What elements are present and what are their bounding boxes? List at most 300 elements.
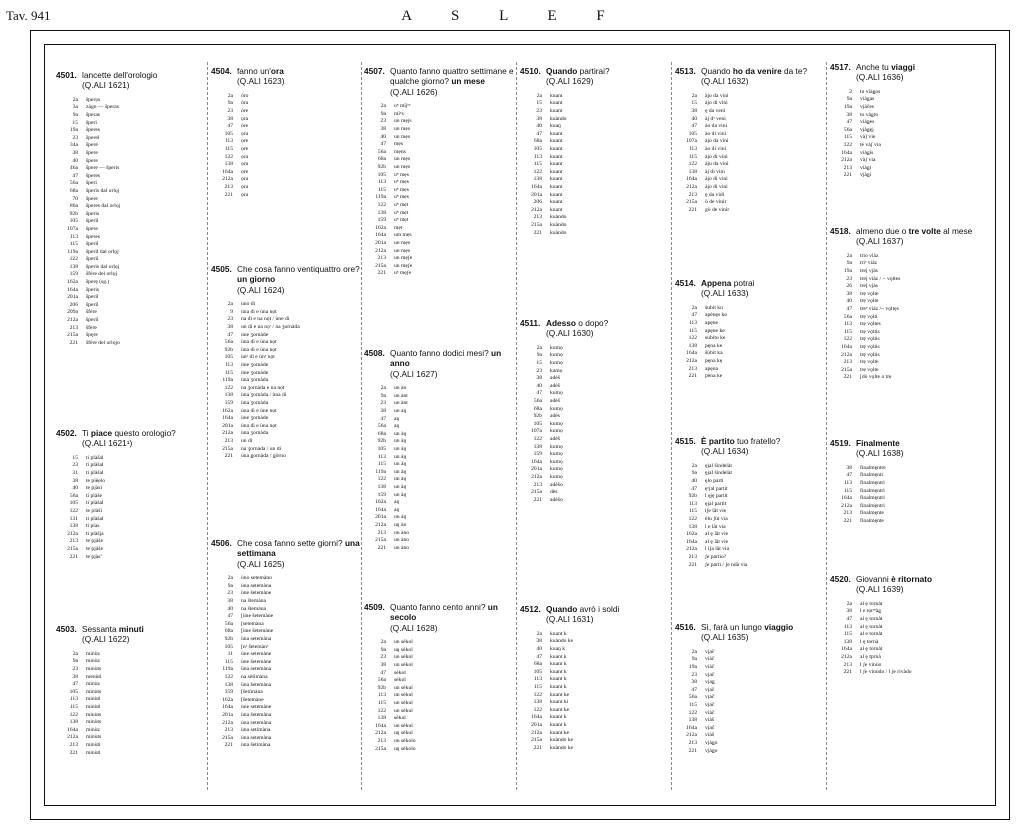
plate-number: Tav. 941 <box>6 8 51 23</box>
survey-point: 201a <box>222 422 233 429</box>
survey-point: 68a <box>533 661 542 668</box>
dialect-form: [nᵃ šetemànᵃ <box>241 643 269 650</box>
survey-point: 105 <box>533 420 542 427</box>
dialect-form: kuant ke <box>550 706 570 713</box>
dialect-form: un àŋ <box>394 430 407 437</box>
response-row <box>364 715 514 723</box>
dialect-form: finalmę̀ntri <box>860 495 885 502</box>
question-text: lancette dell'orologio <box>82 70 158 80</box>
survey-point: 38 <box>846 608 852 615</box>
survey-point: 2a <box>846 600 852 607</box>
dialect-form: un sèkolo <box>394 737 416 744</box>
dialect-form: šperi <box>86 119 97 126</box>
entry-question <box>830 438 980 459</box>
survey-point: 213 <box>69 324 78 331</box>
dialect-form: un mẹ̀s <box>394 163 411 170</box>
response-row <box>520 176 670 184</box>
entry-number: 4515. <box>675 436 696 446</box>
response-row <box>56 727 206 735</box>
dialect-form: ę̀jal partìt <box>705 500 727 507</box>
survey-point: 47 <box>691 123 697 130</box>
response-row <box>211 123 361 131</box>
survey-point: 138 <box>69 719 78 726</box>
response-row <box>830 654 980 662</box>
entry-question <box>56 70 206 91</box>
survey-point: 213 <box>688 191 697 198</box>
survey-point: 201a <box>375 239 386 246</box>
survey-point: 113 <box>224 361 233 368</box>
response-row <box>211 408 361 416</box>
response-row <box>830 662 980 670</box>
response-row <box>364 639 514 647</box>
survey-point: 38 <box>691 679 697 686</box>
dialect-form: te pjàše <box>86 545 103 552</box>
response-row <box>56 325 206 333</box>
survey-point: 56a <box>688 694 697 701</box>
response-row <box>675 207 825 215</box>
dialect-form: na ʒornàda / un di <box>241 445 282 452</box>
response-row <box>56 696 206 704</box>
survey-point: 56a <box>69 492 78 499</box>
response-row <box>211 184 361 192</box>
dialect-form: kuant <box>550 145 563 152</box>
response-row <box>211 704 361 712</box>
survey-point: 212a <box>841 653 852 660</box>
response-row <box>675 740 825 748</box>
dialect-form: ùna ʒornàda / ùna di <box>241 392 287 399</box>
response-list <box>675 305 825 381</box>
response-row <box>211 100 361 108</box>
dialect-form: minùts <box>86 719 102 726</box>
question-reference: (Q.ALI 1631) <box>546 614 594 625</box>
survey-point: 115 <box>843 328 852 335</box>
dialect-form: minùti <box>86 741 101 748</box>
survey-point: 38 <box>72 149 78 156</box>
survey-point: 9a <box>846 96 852 103</box>
response-row <box>520 199 670 207</box>
response-row <box>211 628 361 636</box>
survey-point: 47 <box>380 669 386 676</box>
entry-number: 4512. <box>520 604 541 614</box>
survey-point: 3a <box>72 104 78 111</box>
dialect-form: un àŋ <box>394 468 407 475</box>
survey-point: 201a <box>67 294 78 301</box>
dialect-form: àjo da vinì <box>705 138 729 145</box>
survey-point: 221 <box>843 669 852 676</box>
dialect-form: ùno dì <box>241 301 256 308</box>
survey-point: 113 <box>224 138 233 145</box>
survey-point: 115 <box>533 161 542 168</box>
dialect-form: kumọ̀ <box>550 428 563 435</box>
entry-number: 4511. <box>520 318 541 328</box>
dialect-form: ùna šetemàna <box>241 711 272 718</box>
dialect-form: un dì e na nọ̀ᵗ / na ʒornàda <box>241 324 300 330</box>
response-row <box>675 702 825 710</box>
response-row <box>211 415 361 423</box>
entry-number: 4516. <box>675 622 696 632</box>
survey-point: 213 <box>224 727 233 734</box>
dialect-form: ti plàšal <box>86 470 104 476</box>
dialect-form: na sètimàna <box>241 673 268 680</box>
dialect-form: ùna setemàna <box>241 582 272 589</box>
survey-point: 213 <box>69 538 78 545</box>
survey-point: 2a <box>380 103 386 110</box>
survey-point: 221 <box>224 453 233 460</box>
response-row <box>211 644 361 652</box>
response-row <box>56 203 206 211</box>
survey-point: 47 <box>227 331 233 338</box>
dialect-form: ùna dì e ùna nọt <box>241 346 277 353</box>
response-row <box>211 621 361 629</box>
response-list <box>56 97 206 348</box>
survey-point: 201a <box>222 711 233 718</box>
survey-point: 115 <box>688 508 697 515</box>
dialect-form: špere <box>86 149 98 156</box>
response-row <box>364 225 514 233</box>
question-text: Anche tu viaggi <box>856 62 916 72</box>
dialect-form: te piè̯elo <box>86 477 106 484</box>
dialect-form: [ùne šetemàne <box>241 613 274 620</box>
dialect-form: te pjàsⁱ <box>86 553 102 560</box>
dialect-form: ùne ʒornàde <box>241 361 269 368</box>
response-list <box>675 649 825 755</box>
response-row <box>56 97 206 105</box>
dialect-form: šperes dal orlọ̀j <box>86 203 121 210</box>
response-row <box>520 699 670 707</box>
response-row <box>830 510 980 518</box>
dialect-form: kuant <box>550 153 563 160</box>
response-row <box>56 750 206 758</box>
response-row <box>520 123 670 131</box>
survey-point: 105 <box>224 130 233 137</box>
response-row <box>675 649 825 657</box>
survey-point: 115 <box>224 145 233 152</box>
entry-number: 4519. <box>830 438 851 448</box>
dialect-form: un sèkol <box>394 639 413 646</box>
survey-point: 115 <box>377 461 386 468</box>
column-2 <box>211 54 361 798</box>
survey-point: 212a <box>375 521 386 528</box>
dialect-form: finalmę̀ntri <box>860 480 885 486</box>
question-text: È partito tuo fratello? <box>701 436 781 446</box>
response-row <box>364 723 514 731</box>
response-row <box>520 730 670 738</box>
dialect-form: l ʃe vinùdo / l ʃe rivàdo <box>860 669 912 676</box>
question-reference: (Q.ALI 1622) <box>82 634 130 645</box>
question-reference: (Q.ALI 1626) <box>390 86 438 97</box>
dialect-form: trẹ vǫlte <box>860 290 879 297</box>
survey-point: 221 <box>69 339 78 346</box>
survey-point: 138 <box>69 263 78 270</box>
response-row <box>211 400 361 408</box>
question-text: Quanto fanno cento anni? un secolo <box>390 602 498 623</box>
response-row <box>364 499 514 507</box>
dialect-form: minùti <box>86 696 101 703</box>
question-reference: (Q.ALI 1639) <box>856 584 904 595</box>
response-row <box>830 321 980 329</box>
response-row <box>211 131 361 139</box>
column-6 <box>830 54 980 798</box>
response-row <box>211 583 361 591</box>
dialect-form: finalmę̀nte <box>860 517 884 524</box>
dialect-form: kuant <box>550 176 563 183</box>
dialect-form: ò de vinìr <box>705 199 727 206</box>
survey-point: 164a <box>531 458 542 465</box>
entry-number: 4503. <box>56 624 77 634</box>
dialect-form: l ę̀ję partìt <box>705 493 728 500</box>
question-reference: (Q.ALI 1632) <box>701 76 749 87</box>
response-row <box>675 470 825 478</box>
dialect-form: kuant <box>550 108 563 114</box>
response-row <box>675 679 825 687</box>
dialect-form: treį vjàs <box>860 283 878 290</box>
survey-point: 212a <box>67 317 78 324</box>
survey-point: 40 <box>536 123 542 130</box>
response-row <box>830 465 980 473</box>
response-row <box>520 93 670 101</box>
dialect-form: àjo di vinì <box>705 183 728 190</box>
dialect-form: šperil <box>86 301 99 308</box>
dialect-form: šperil <box>86 256 99 263</box>
response-row <box>56 196 206 204</box>
response-row <box>211 423 361 431</box>
dialect-form: kumọ̀ <box>550 420 563 427</box>
question-text: Quando partirai? <box>546 66 610 76</box>
response-row <box>211 659 361 667</box>
survey-point: 115 <box>377 186 386 193</box>
response-row <box>211 613 361 621</box>
response-row <box>211 575 361 583</box>
response-row <box>211 606 361 614</box>
dialect-form: un sèkul <box>394 699 413 706</box>
dialect-form: minùz <box>86 658 100 665</box>
response-list <box>830 465 980 526</box>
response-row <box>520 654 670 662</box>
response-row <box>211 370 361 378</box>
survey-point: 40 <box>227 605 233 612</box>
response-row <box>56 651 206 659</box>
dialect-form: vjač <box>705 694 715 701</box>
response-row <box>211 430 361 438</box>
dialect-form: àj di vinì <box>705 168 725 175</box>
dialect-form: šperes <box>86 172 100 179</box>
response-row <box>364 514 514 522</box>
dialect-form: ti plàšja <box>86 530 104 537</box>
response-row <box>675 493 825 501</box>
dialect-form: kuant k <box>550 683 567 690</box>
dialect-form: trio viàz <box>860 252 879 259</box>
dialect-form: adès <box>550 413 560 420</box>
dialect-form: šperas <box>86 112 100 118</box>
survey-point: 19a <box>843 268 852 274</box>
entry-number: 4504. <box>211 66 232 76</box>
survey-point: 38 <box>72 477 78 484</box>
response-row <box>675 184 825 192</box>
survey-point: 122 <box>533 691 542 698</box>
response-row <box>520 116 670 124</box>
dialect-form: ùne ʒornàde <box>241 415 269 422</box>
survey-point: 213 <box>843 661 852 668</box>
response-row <box>211 161 361 169</box>
dialect-form: l e tọrᵐàǥ <box>860 608 882 615</box>
dialect-form: šfère <box>86 324 97 331</box>
dialect-form: l e lât via <box>705 523 726 530</box>
dialect-form: minùts <box>86 688 102 695</box>
column-divider <box>207 62 208 790</box>
survey-point: 122 <box>688 709 697 716</box>
dialect-form: um mẹ̀s <box>394 232 412 239</box>
response-row <box>520 383 670 391</box>
dialect-form: šperel <box>86 134 100 141</box>
response-row <box>830 314 980 322</box>
survey-point: 115 <box>533 683 542 690</box>
response-row <box>675 672 825 680</box>
dialect-form: ọra <box>241 115 249 122</box>
dialect-form: un sèkol <box>394 662 413 668</box>
survey-point: 122 <box>533 706 542 713</box>
response-row <box>675 169 825 177</box>
entry-question <box>520 66 670 87</box>
survey-point: 221 <box>224 742 233 749</box>
survey-point: 213 <box>843 164 852 171</box>
survey-point: 122 <box>224 384 233 391</box>
dialect-form: uŋ sèkol <box>394 646 413 653</box>
survey-point: 162a <box>375 224 386 231</box>
response-row <box>364 522 514 530</box>
response-row <box>520 146 670 154</box>
response-row <box>364 677 514 685</box>
survey-point: 164a <box>222 415 233 422</box>
dialect-form: dès <box>550 489 558 496</box>
dialect-form: kuant <box>550 100 563 107</box>
response-row <box>675 554 825 562</box>
dialect-form: vjač <box>705 686 715 693</box>
dialect-form: kumọ̀ <box>550 458 563 465</box>
response-row <box>56 264 206 272</box>
survey-point: 162a <box>375 499 386 506</box>
dialect-form: uŋ sèkolo <box>394 745 416 752</box>
survey-point: 115 <box>843 631 852 638</box>
survey-point: 213 <box>843 510 852 517</box>
survey-point: 9a <box>691 470 697 477</box>
entry-number: 4510. <box>520 66 541 76</box>
response-row <box>56 455 206 463</box>
response-row <box>675 154 825 162</box>
response-row <box>56 211 206 219</box>
entry <box>520 318 670 504</box>
response-row <box>364 103 514 111</box>
dialect-form: adèš <box>550 435 560 442</box>
response-row <box>675 501 825 509</box>
survey-point: 159 <box>69 271 78 278</box>
survey-point: 23 <box>72 462 78 469</box>
dialect-form: kuant <box>550 92 563 99</box>
dialect-form: un mẹ̀js <box>394 118 412 125</box>
survey-point: 2a <box>72 650 78 657</box>
dialect-form: kuant ke <box>550 729 570 736</box>
response-row <box>830 518 980 526</box>
response-row <box>56 332 206 340</box>
response-row <box>520 631 670 639</box>
survey-point: 23 <box>380 118 386 125</box>
survey-point: 212a <box>686 357 697 364</box>
dialect-form: apęne ke <box>705 327 725 334</box>
response-row <box>364 255 514 263</box>
dialect-form: gò de vinìr <box>705 206 730 213</box>
survey-point: 2a <box>691 304 697 311</box>
response-row <box>520 451 670 459</box>
question-reference: (Q.ALI 1629) <box>546 76 594 87</box>
dialect-form: aŋ <box>394 499 400 506</box>
entry <box>211 66 361 199</box>
response-row <box>364 492 514 500</box>
response-row <box>830 142 980 150</box>
dialect-form: ùna setemàna <box>241 666 272 673</box>
response-row <box>830 374 980 382</box>
entry <box>364 348 514 552</box>
survey-point: 46a <box>69 165 78 172</box>
survey-point: 201a <box>375 514 386 521</box>
dialect-form: pęna ke <box>705 342 723 349</box>
survey-point: 2a <box>536 92 542 99</box>
response-row <box>364 232 514 240</box>
survey-point: 119a <box>375 468 386 475</box>
response-row <box>520 375 670 383</box>
dialect-form: ti plàšal <box>86 462 104 469</box>
dialect-form: [šetemàne <box>241 696 264 703</box>
survey-point: 115 <box>69 241 78 248</box>
dialect-form: šperes <box>86 127 100 134</box>
dialect-form: ùna šetimàna <box>241 742 271 749</box>
response-row <box>520 360 670 368</box>
survey-point: 9a <box>846 260 852 267</box>
response-row <box>56 279 206 287</box>
dialect-form: ùna dì e ùna nọt <box>241 339 277 346</box>
survey-point: 2a <box>691 648 697 655</box>
response-row <box>675 562 825 570</box>
response-list <box>520 93 670 237</box>
survey-point: 213 <box>688 739 697 746</box>
response-row <box>56 500 206 508</box>
response-row <box>211 362 361 370</box>
dialect-form: ę da venì <box>705 108 726 114</box>
survey-point: 92b <box>69 210 78 217</box>
response-row <box>675 710 825 718</box>
response-list <box>675 93 825 215</box>
dialect-form: al ę tornàt <box>860 600 883 607</box>
response-row <box>675 343 825 351</box>
dialect-form: kumọ̀ <box>550 390 563 397</box>
dialect-form: finalmę̀nti <box>860 472 883 479</box>
dialect-form: mïʸs <box>394 110 404 117</box>
dialect-form: šfère del orlọ̀j <box>86 271 118 278</box>
response-list <box>211 301 361 460</box>
dialect-form: te pjàsi <box>86 485 103 492</box>
response-row <box>520 214 670 222</box>
response-row <box>520 154 670 162</box>
response-row <box>364 126 514 134</box>
response-row <box>211 392 361 400</box>
response-row <box>675 664 825 672</box>
survey-point: 19a <box>69 127 78 134</box>
survey-point: 201a <box>531 191 542 198</box>
question-reference: (Q.ALI 1636) <box>856 72 904 83</box>
dialect-form: un àŋ <box>394 438 407 445</box>
question-reference: (Q.ALI 1621) <box>82 80 130 91</box>
survey-point: 56a <box>69 180 78 187</box>
atlas-title: A S L E F <box>401 8 623 24</box>
response-row <box>364 738 514 746</box>
